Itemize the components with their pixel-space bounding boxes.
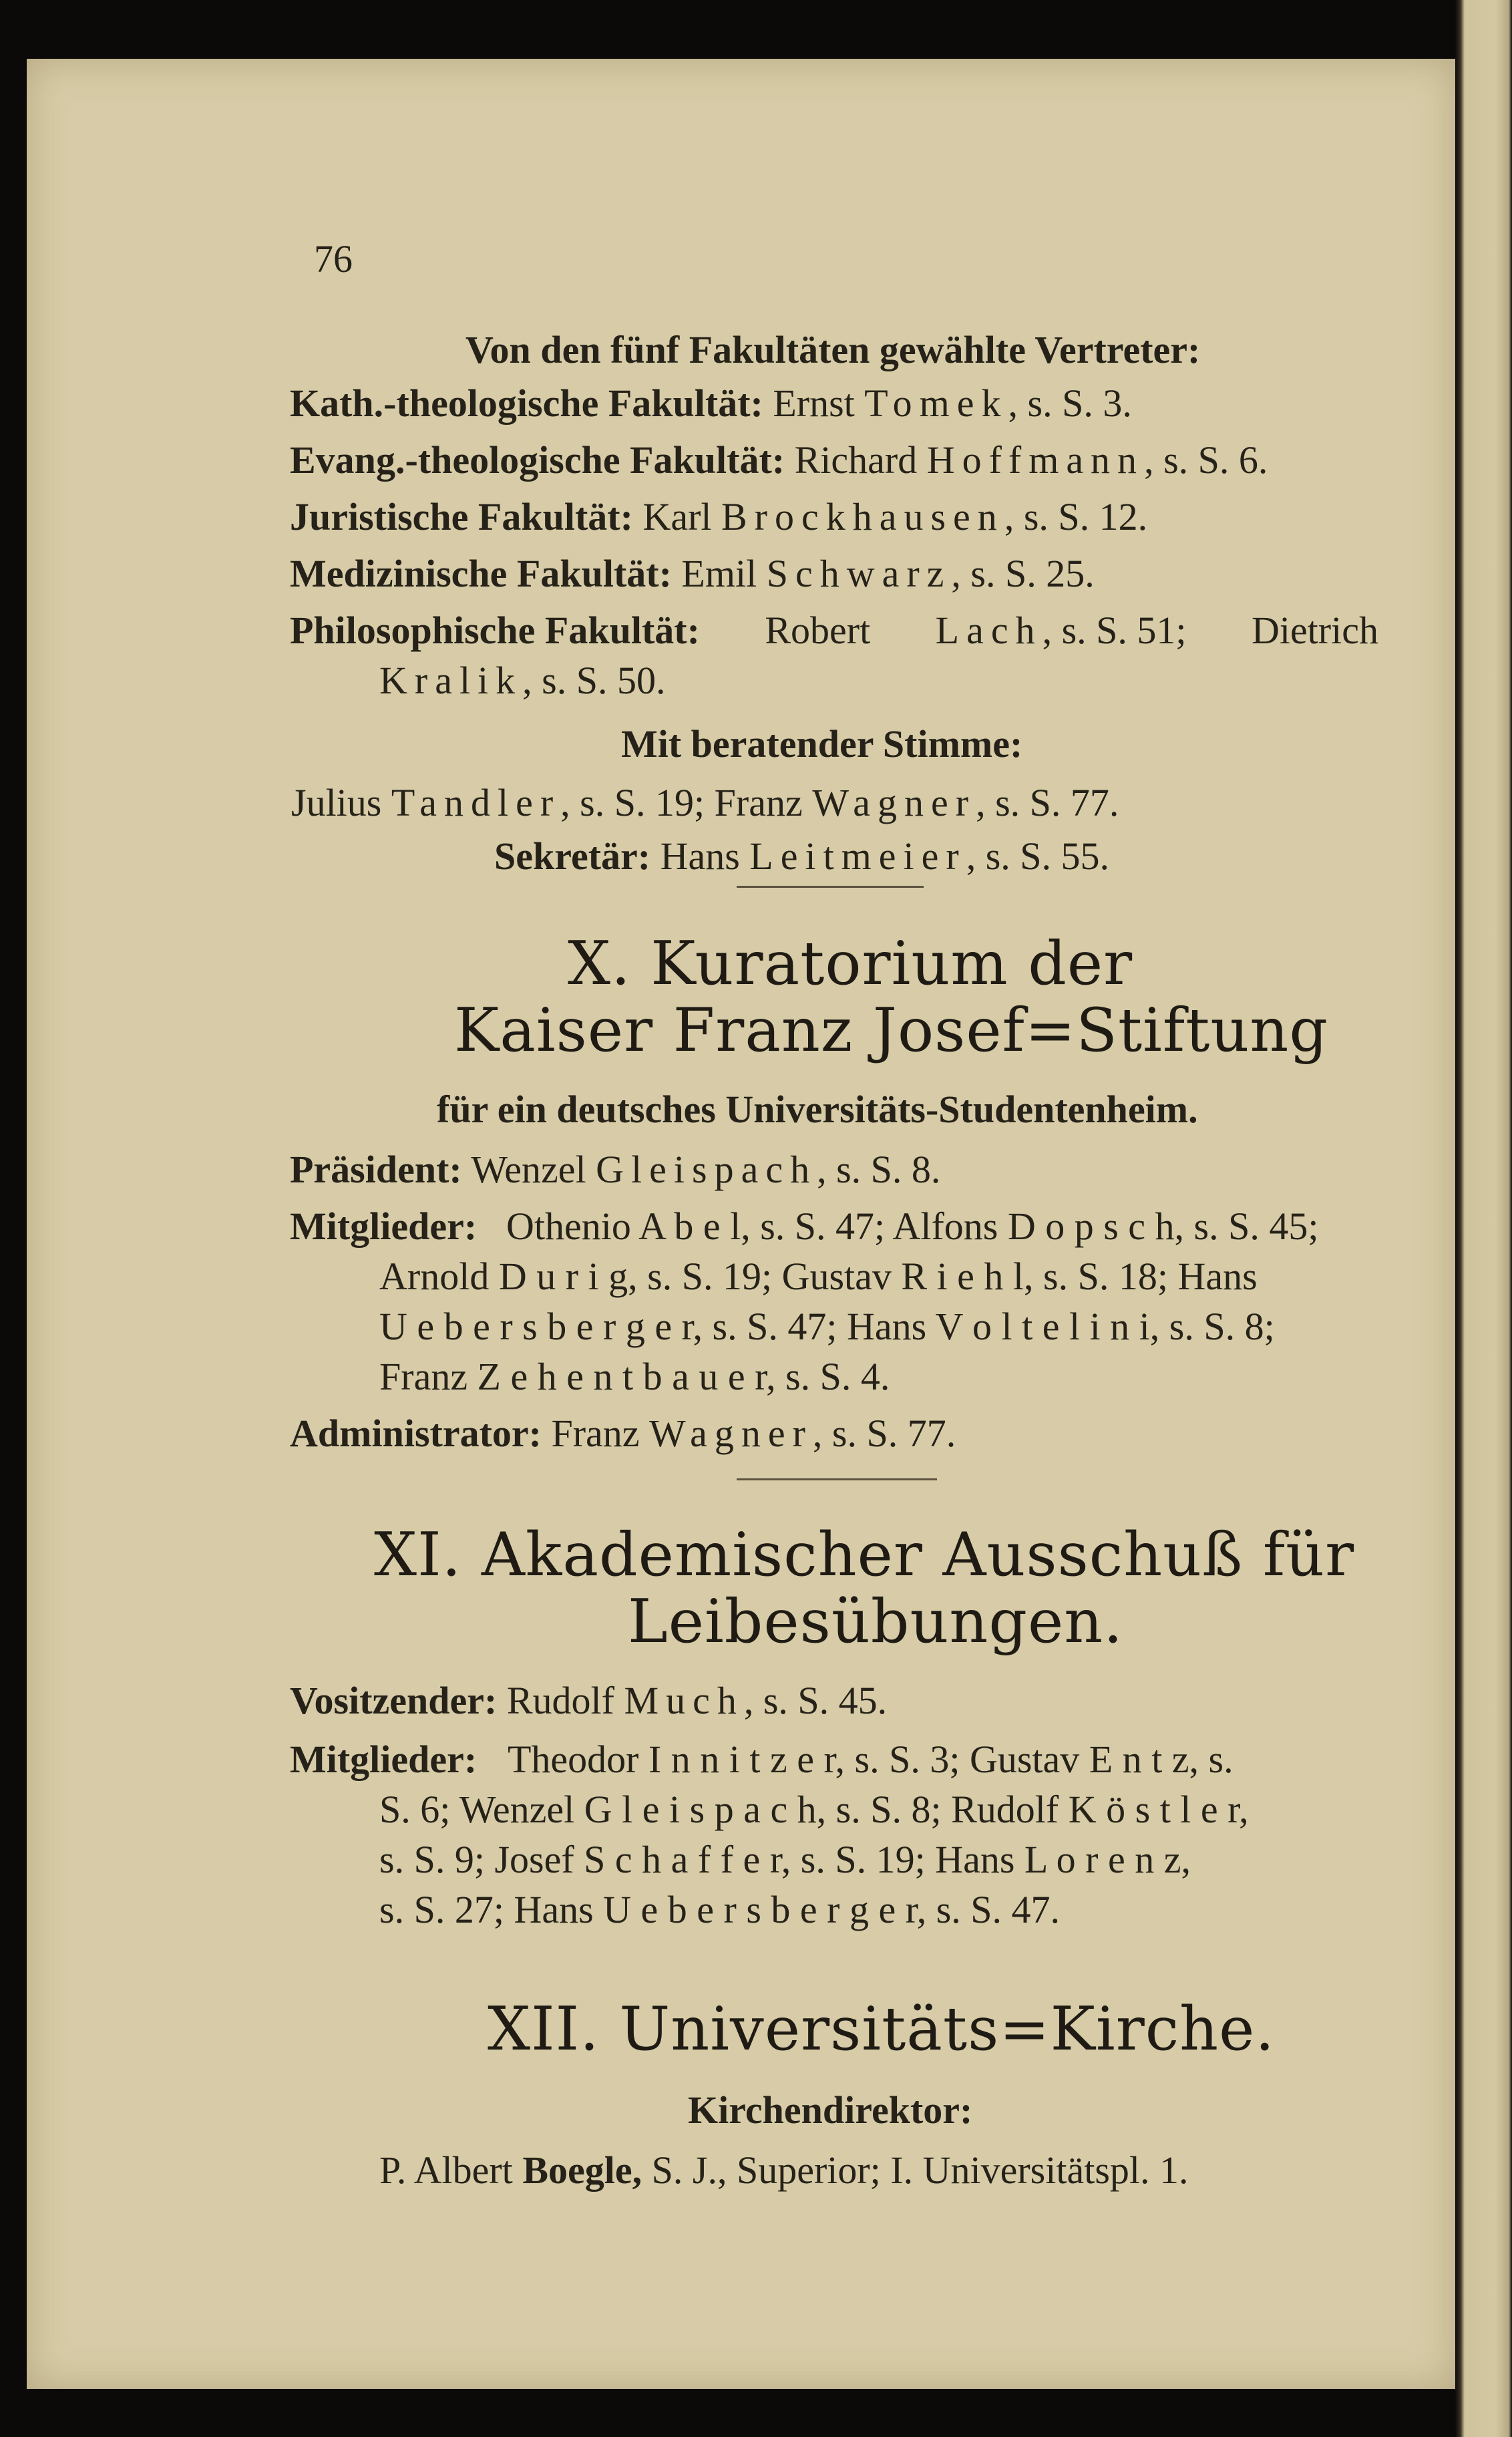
first-name: Hans	[660, 834, 740, 878]
advisory-row	[291, 779, 1119, 827]
person-name: Lach	[935, 609, 1043, 652]
person-name: Schwarz	[766, 552, 952, 595]
first-name: Karl	[642, 495, 712, 538]
administrator-row	[290, 1410, 956, 1458]
page-ref: , s. S. 3.	[1008, 381, 1132, 425]
section-x-title-line1: X. Kuratorium der	[568, 929, 1133, 999]
philosophy-continuation	[379, 657, 666, 705]
members-label: Mitglieder:	[290, 1204, 478, 1248]
person-name: Wagner	[812, 781, 976, 824]
first-name: Franz	[714, 781, 803, 824]
faculty-representatives-heading: Von den fünf Fakultäten gewählte Vertreter:	[465, 328, 1201, 371]
page-ref: , s. S. 51;	[1042, 609, 1187, 652]
person-name: Kralik	[379, 659, 523, 702]
faculty-row	[290, 550, 1095, 598]
secretary-label: Sekretär:	[494, 834, 651, 878]
faculty-label: Kath.-theologische Fakultät:	[290, 381, 763, 425]
first-name: Richard	[794, 438, 918, 482]
faculty-label: Juristische Fakultät:	[290, 495, 633, 538]
page-ref: , s. S. 8.	[817, 1148, 941, 1191]
person-name: Much	[624, 1679, 744, 1722]
faculty-row	[290, 493, 1147, 541]
page-ref: , s. S. 25.	[951, 552, 1095, 595]
person-name: Tomek	[864, 381, 1008, 425]
church-director-row	[379, 2146, 1189, 2195]
first-name: Ernst	[773, 381, 855, 425]
section-xi-title-line2: Leibesübungen.	[628, 1587, 1123, 1657]
faculty-row	[290, 436, 1268, 484]
members-line: s. S. 27; Hans U e b e r s b e r g e r, s. S. 47.	[379, 1888, 1061, 1931]
members-line: s. S. 9; Josef S c h a f f e r, s. S. 19; Hans L o r e n z,	[379, 1838, 1191, 1881]
members-line: Franz Z e h e n t b a u e r, s. S. 4.	[379, 1355, 890, 1398]
chair-row	[290, 1677, 887, 1725]
president-label: Präsident:	[290, 1148, 462, 1191]
section-divider	[737, 1478, 937, 1480]
person-name: Wagner	[649, 1412, 813, 1455]
director-prefix: P. Albert	[379, 2148, 513, 2192]
members-label: Mitglieder:	[290, 1738, 478, 1781]
members-line: S. 6; Wenzel G l e i s p a c h, s. S. 8; Rudolf K ö s t l e r,	[379, 1788, 1249, 1831]
secretary-row	[494, 832, 1109, 880]
person-name: Gleispach	[596, 1148, 817, 1191]
section-x-title-line2: Kaiser Franz Josef=Stiftung	[454, 995, 1328, 1066]
director-details: S. J., Superior; I. Universitätspl. 1.	[651, 2148, 1189, 2192]
page-number: 76	[314, 237, 353, 281]
first-name: Robert	[765, 609, 871, 652]
first-name: Wenzel	[471, 1148, 586, 1191]
page-ref: , s. S. 6.	[1144, 438, 1268, 482]
person-name: Brockhausen	[721, 495, 1004, 538]
page-ref: , s. S. 77.	[812, 1412, 956, 1455]
adjacent-page-edge	[1455, 0, 1512, 2437]
president-row	[290, 1146, 940, 1194]
faculty-label: Philosophische Fakultät:	[290, 609, 700, 652]
advisory-heading: Mit beratender Stimme:	[621, 722, 1023, 766]
page-ref: , s. S. 50.	[522, 659, 666, 702]
person-name: Leitmeier	[749, 834, 966, 878]
section-divider	[737, 886, 924, 888]
faculty-label: Medizinische Fakultät:	[290, 552, 672, 595]
first-name: Dietrich	[1251, 609, 1378, 652]
members-line: U e b e r s b e r g e r, s. S. 47; Hans V o l t e l i n i, s. S. 8;	[379, 1305, 1275, 1348]
members-line: Arnold D u r i g, s. S. 19; Gustav R i e h l, s. S. 18; Hans	[379, 1255, 1258, 1298]
book-page	[27, 59, 1456, 2389]
administrator-label: Administrator:	[290, 1412, 542, 1455]
page-ref: , s. S. 77.	[976, 781, 1119, 824]
section-x-subtitle: für ein deutsches Universitäts-Studentenheim.	[437, 1088, 1198, 1131]
page-ref: , s. S. 19;	[560, 781, 705, 824]
section-xii-title: XII. Universitäts=Kirche.	[488, 1994, 1275, 2064]
page-ref: , s. S. 45.	[743, 1679, 888, 1722]
first-name: Julius	[291, 781, 382, 824]
church-director-heading: Kirchendirektor:	[688, 2088, 973, 2132]
members-line: Theodor I n n i t z e r, s. S. 3; Gustav E n t z, s.	[508, 1738, 1234, 1781]
page-ref: , s. S. 12.	[1004, 495, 1148, 538]
faculty-label: Evang.-theologische Fakultät:	[290, 438, 785, 482]
first-name: Rudolf	[506, 1679, 614, 1722]
person-name: Hoffmann	[926, 438, 1145, 482]
first-name: Emil	[681, 552, 757, 595]
director-name: Boegle,	[522, 2148, 642, 2192]
first-name: Franz	[551, 1412, 640, 1455]
chair-label: Vositzender:	[290, 1679, 498, 1722]
faculty-row	[290, 379, 1132, 428]
section-xi-title-line1: XI. Akademischer Ausschuß für	[374, 1520, 1355, 1590]
philosophy-row	[290, 607, 1378, 655]
person-name: Tandler	[391, 781, 561, 824]
members-line: Othenio A b e l, s. S. 47; Alfons D o p s c h, s. S. 45;	[506, 1204, 1319, 1248]
page-ref: , s. S. 55.	[966, 834, 1110, 878]
